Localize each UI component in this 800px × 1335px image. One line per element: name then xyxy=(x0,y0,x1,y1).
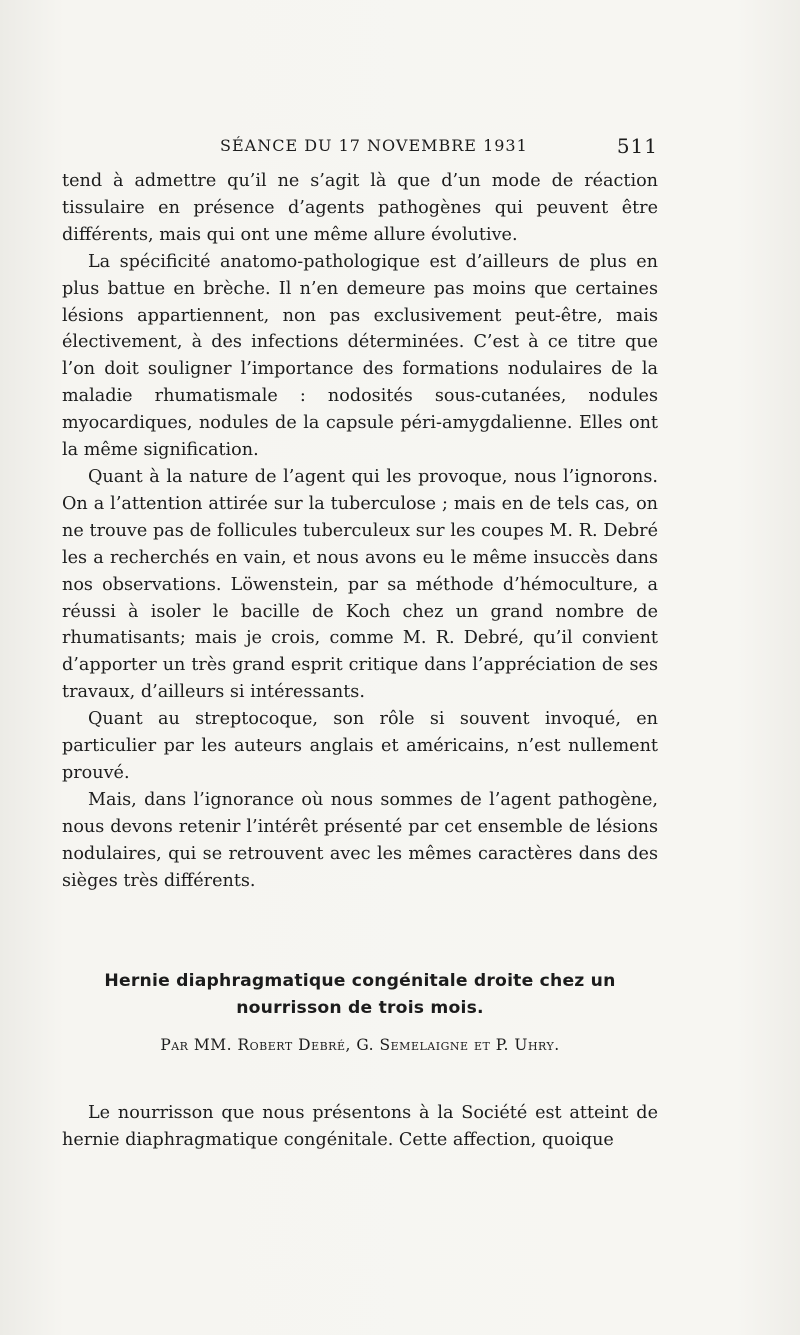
running-head xyxy=(62,132,658,162)
paragraph: Quant à la nature de l’agent qui les provoque, nous l’ignorons. On a l’attention attirée sur la tuberculose ; mais en de tels cas, on ne trouve pas de follicules tuberculeux sur les coupes M. R. Debré les a recherchés en vain, et nous avons eu le même insuccès dans nos observations. Löwenstein, par sa méthode d’hémoculture, a réussi à isoler le bacille de Koch chez un grand nombre de rhumatisants; mais je crois, comme M. R. Debré, qu’il convient d’apporter un très grand esprit critique dans l’appréciation de ses travaux, d’ailleurs si intéressants. xyxy=(62,466,658,703)
article-body xyxy=(62,1100,658,1154)
page-number: 511 xyxy=(616,134,658,158)
article-heading xyxy=(62,968,658,1054)
paragraph: Mais, dans l’ignorance où nous sommes de l’agent pathogène, nous devons retenir l’intérêt présenté par cet ensemble de lésions nodulaires, qui se retrouvent avec les mêmes caractères dans des sièges très différents. xyxy=(62,789,658,891)
running-head-title: SÉANCE DU 17 NOVEMBRE 1931 xyxy=(220,136,528,155)
paragraph: tend à admettre qu’il ne s’agit là que d’un mode de réaction tissulaire en présence d’agents pathogènes qui peuvent être différents, mais qui ont une même allure évolutive. xyxy=(62,171,658,245)
paragraph: Quant au streptocoque, son rôle si souvent invoqué, en particulier par les auteurs anglais et américains, n’est nullement prouvé. xyxy=(62,709,658,783)
article-title: Hernie diaphragmatique congénitale droite chez un nourrisson de trois mois. xyxy=(104,971,616,1018)
discussion-text xyxy=(62,168,658,894)
article-byline: Par MM. Robert Debré, G. Semelaigne et P. Uhry. xyxy=(160,1036,560,1054)
paragraph: La spécificité anatomo-pathologique est d’ailleurs de plus en plus battue en brèche. Il n’en demeure pas moins que certaines lésions appartiennent, non pas exclusivement peut-être, mais électivement, à des infections déterminées. C’est à ce titre que l’on doit souligner l’importance des formations nodulaires de la maladie rhumatismale : nodosités sous-cutanées, nodules myocardiques, nodules de la capsule péri-amygdalienne. Elles ont la même signification. xyxy=(62,251,658,461)
paragraph: Le nourrisson que nous présentons à la Société est atteint de hernie diaphragmatique congénitale. Cette affection, quoique xyxy=(62,1103,658,1150)
